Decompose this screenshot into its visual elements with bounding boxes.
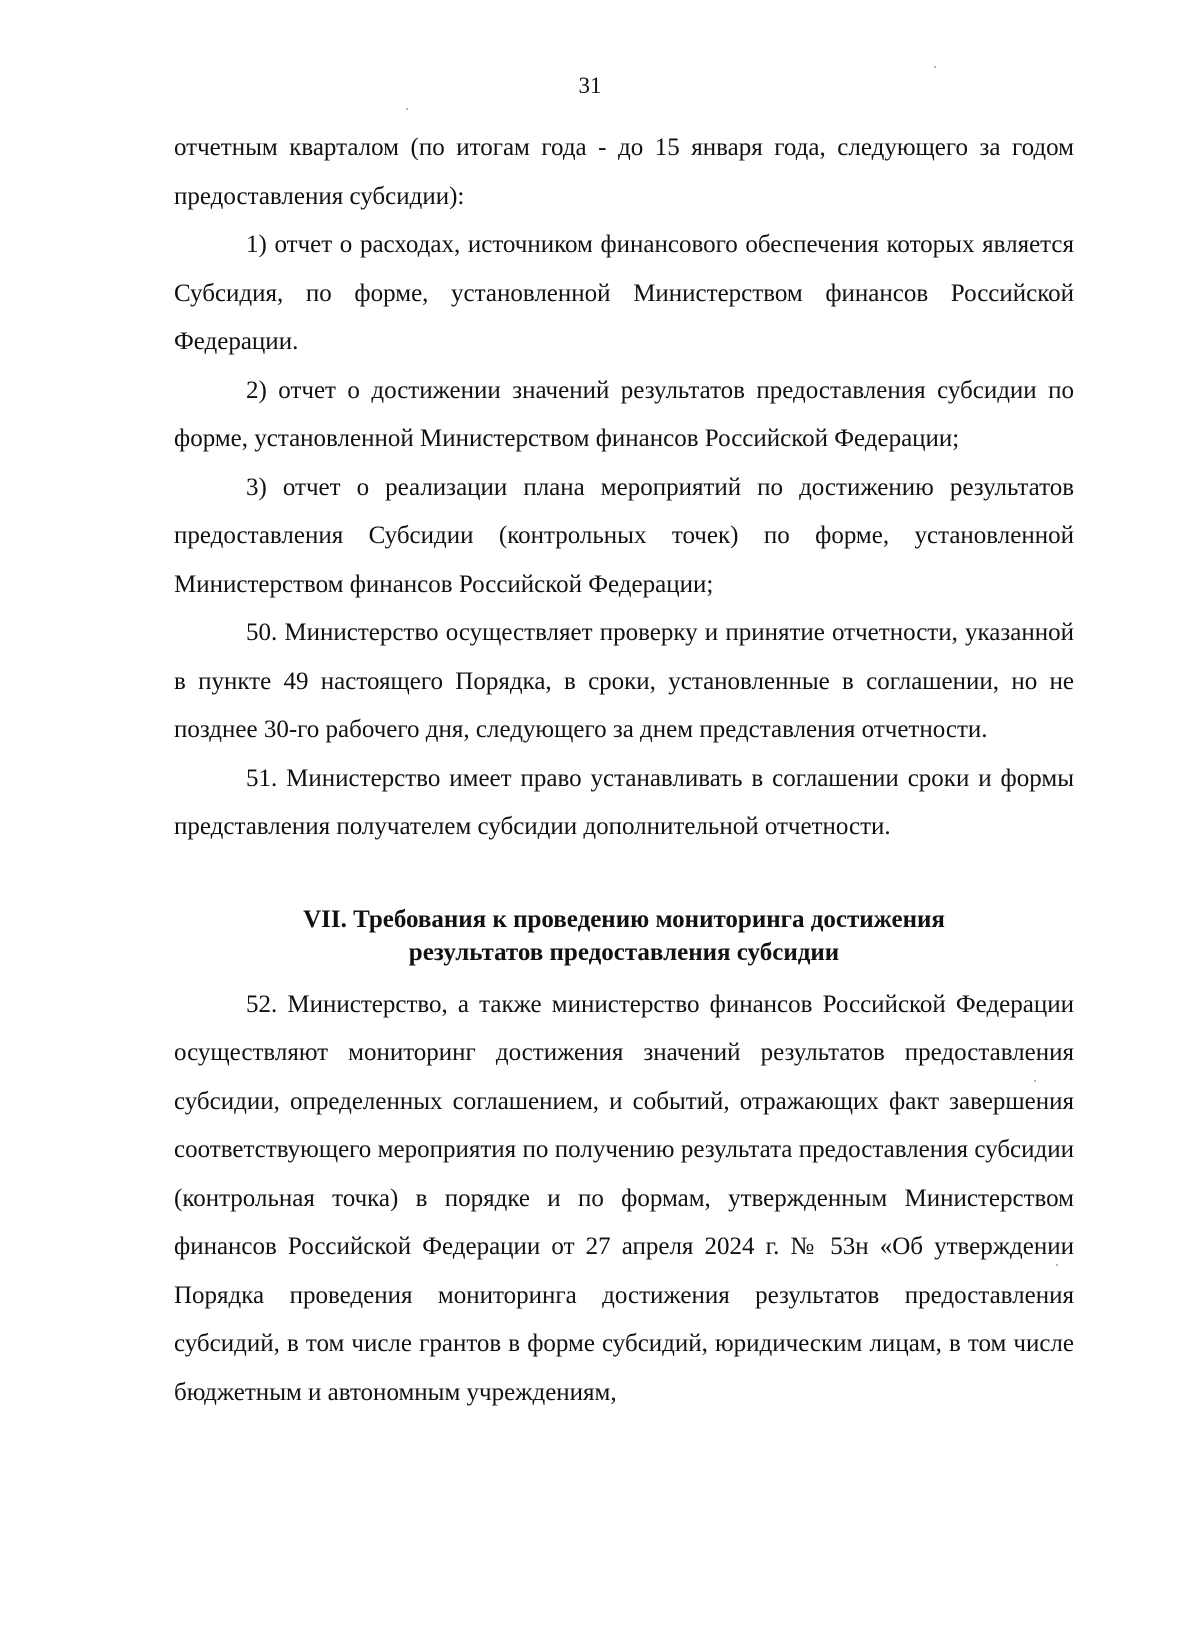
section-heading — [174, 903, 1074, 969]
scan-speck — [1056, 1264, 1058, 1266]
paragraph-50: 50. Министерство осуществляет проверку и принятие отчетности, указанной в пункте 49 настоящего Порядка, в сроки, установленные в соглашении, но не позднее 30-го рабочего дня, следующего за днем представления отчетности. — [174, 619, 1074, 743]
paragraph-item-3: 3) отчет о реализации плана мероприятий по достижению результатов предоставления Субсидии (контрольных точек) по форме, установленной Министерством финансов Российской Федерации; — [174, 473, 1074, 598]
paragraph-continuation: отчетным кварталом (по итогам года - до 15 января года, следующего за годом предоставления субсидии): — [174, 134, 1074, 210]
paragraph-item-1: 1) отчет о расходах, источником финансового обеспечения которых является Субсидия, по форме, установленной Министерством финансов Российской Федерации. — [174, 231, 1074, 355]
scan-speck — [934, 66, 936, 68]
scan-speck — [406, 108, 408, 110]
paragraph-51: 51. Министерство имеет право устанавливать в соглашении сроки и формы представления получателем субсидии дополнительной отчетности. — [174, 764, 1074, 840]
section-spacer — [174, 852, 1074, 903]
document-body — [174, 124, 1074, 1417]
paragraph-52: 52. Министерство, а также министерство финансов Российской Федерации осуществляют мониторинг достижения значений результатов предоставления субсидии, определенных соглашением, и событий, отражающих факт завершения соответствующего мероприятия по получению результата предоставления субсидии (контрольная точка) в порядке и по формам, утвержденным Министерством финансов Российской Федерации от 27 апреля 2024 г. № 53н «Об утверждении Порядка проведения мониторинга достижения результатов предоставления субсидий, в том числе грантов в форме субсидий, юридическим лицам, в том числе бюджетным и автономным учреждениям, — [174, 990, 1074, 1406]
page-number: 31 — [578, 73, 602, 98]
paragraph-item-2: 2) отчет о достижении значений результатов предоставления субсидии по форме, установленной Министерством финансов Российской Федерации; — [174, 376, 1074, 452]
scan-speck — [1034, 1080, 1036, 1082]
section-heading-line-1: VII. Требования к проведению мониторинга достижения — [303, 905, 945, 933]
section-heading-line-2: результатов предоставления субсидии — [408, 938, 840, 966]
